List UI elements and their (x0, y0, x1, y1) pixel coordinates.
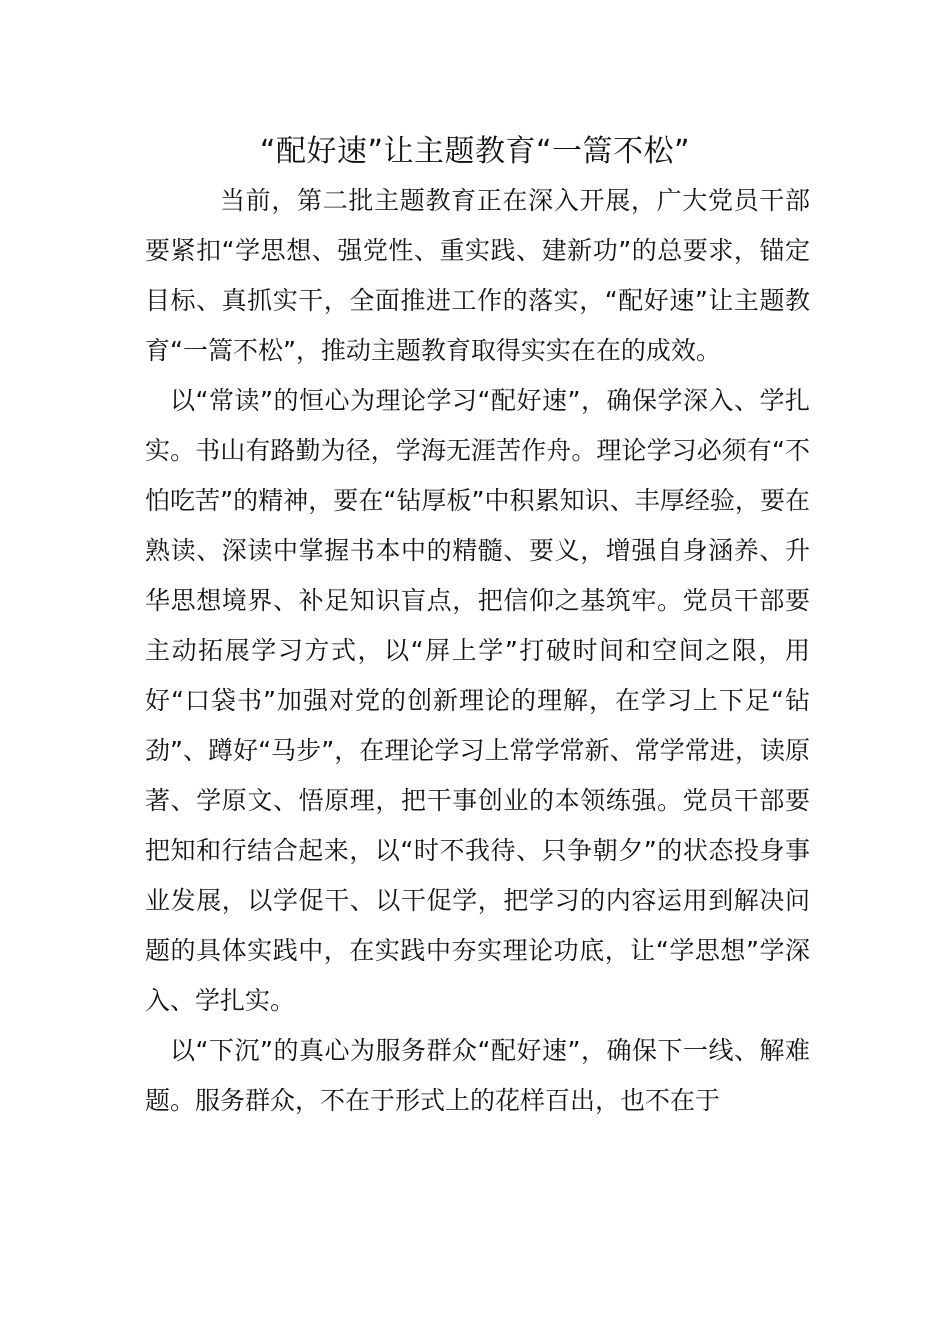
paragraph-theory-study: 以“常读”的恒心为理论学习“配好速”，确保学深入、学扎实。书山有路勤为径，学海无涯苦作舟。理论学习必须有“不怕吃苦”的精神，要在“钻厚板”中积累知识、丰厚经验，要在熟读、深读中掌握书本中的精髓、要义，增强自身涵养、升华思想境界、补足知识盲点，把信仰之基筑牢。党员干部要主动拓展学习方式，以“屏上学”打破时间和空间之限，用好“口袋书”加强对党的创新理论的理解，在学习上下足“钻劲”、蹲好“马步”，在理论学习上常学常新、常学常进，读原著、学原文、悟原理，把干事创业的本领练强。党员干部要把知和行结合起来，以“时不我待、只争朝夕”的状态投身事业发展，以学促干、以干促学，把学习的内容运用到解决问题的具体实践中，在实践中夯实理论功底，让“学思想”学深入、学扎实。 (145, 386, 810, 1015)
document-body (145, 176, 810, 1126)
paragraph-intro: 当前，第二批主题教育正在深入开展，广大党员干部要紧扣“学思想、强党性、重实践、建新功”的总要求，锚定目标、真抓实干，全面推进工作的落实，“配好速”让主题教育“一篙不松”，推动主题教育取得实实在在的成效。 (145, 186, 810, 365)
paragraph-serve-masses: 以“下沉”的真心为服务群众“配好速”，确保下一线、解难题。服务群众，不在于形式上的花样百出，也不在于 (145, 1036, 810, 1115)
page-title: “配好速”让主题教育“一篙不松” (259, 134, 691, 169)
